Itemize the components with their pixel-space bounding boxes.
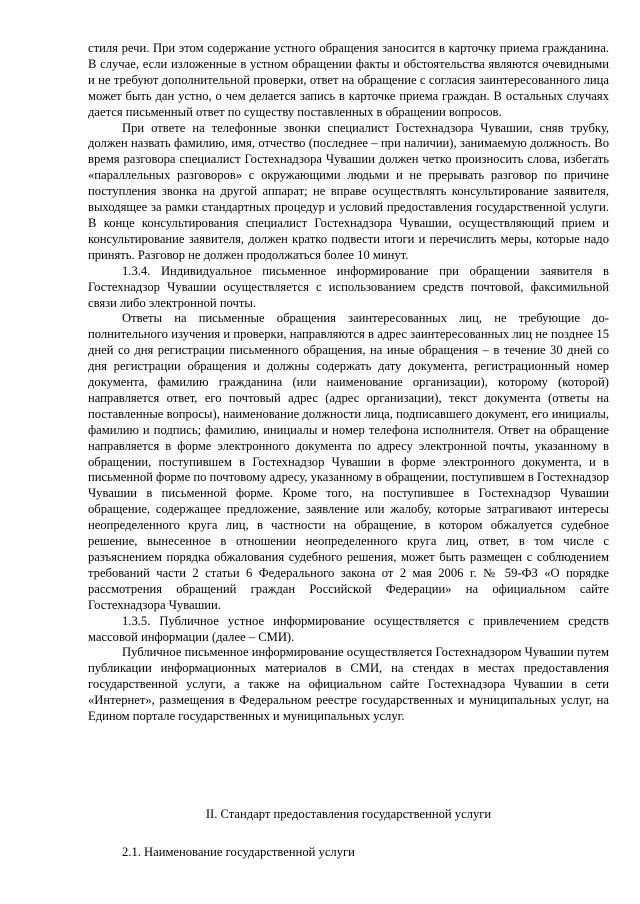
paragraph-written-answers: Ответы на письменные обращения заинтересованных лиц, не требующие дополнительного изучения и проверки, направляются в адрес заинтересованных лиц не позднее 15 дней со дня регистрации письменного обращения, на иные обращения – в течение 30 дней со дня регистрации обращения и должны содержать дату документа, регистрационный номер документа, фамилию гражданина (или наименование организации), которому (которой) направляется ответ, его почтовый адрес (адрес организации), текст документа (ответы на поставленные вопросы), наименование должности лица, подписавшего документ, его инициалы, фамилию и подпись; фамилию, инициалы и номер телефона исполнителя. Ответ на обращение направляется в форме электронного документа по адресу электронной почты, указанному в обращении, поступившем в Гостехнадзор Чувашии в форме электронного документа, и в письменной форме по почтовому адресу, указанному в обращении, поступившем в Гостехнадзор Чувашии в письменной форме. Кроме того, на поступившее в Гостехнадзор Чувашии обращение, содержащее предложение, заявление или жалобу, которые затрагивают интересы неопределенного круга лиц, в частности на обращение, в котором обжалуется судебное решение, вынесенное в отношении неопределенного круга лиц, ответ, в том числе с разъяснением порядка обжалования судебного решения, может быть размещен с соблюдением требований части 2 статьи 6 Федерального закона от 2 мая 2006 г. № 59-ФЗ «О порядке рассмотрения обращений граждан Российской Федерации» на официальном сайте Гостехнадзора Чувашии. bbox=[88, 311, 609, 612]
paragraph-1-3-4: 1.3.4. Индивидуальное письменное информирование при обращении заявителя в Гостехнадзор Чувашии осуществляется с использованием средств почтовой, факсимильной связи либо электронной почты. bbox=[88, 263, 609, 310]
subsection-title: 2.1. Наименование государственной услуги bbox=[122, 845, 355, 859]
section-title: II. Стандарт предоставления государственной услуги bbox=[205, 807, 492, 821]
paragraph-phone-calls: При ответе на телефонные звонки специалист Гостехнадзора Чувашии, сняв трубку, должен назвать фамилию, имя, отчество (последнее – при наличии), занимаемую должность. Во время разговора специалист Гостехнадзора Чувашии должен четко произносить слова, избегать «параллельных разговоров» с окружающими людьми и не прерывать разговор по причине поступления звонка на другой аппарат; не вправе осуществлять консультирование заявителя, выходящее за рамки стандартных процедур и условий предоставления государственной услуги. В конце консультирования специалист Гостехнадзора Чувашии, осуществляющий прием и консультирование заявителя, должен кратко подвести итоги и перечислить меры, которые надо принять. Разговор не должен продолжаться более 10 минут. bbox=[88, 120, 609, 262]
body-text bbox=[88, 41, 609, 725]
paragraph-reception-card: стиля речи. При этом содержание устного обращения заносится в карточку приема гражданина. В случае, если изложенные в устном обращении факты и обстоятельства являются очевидными и не требуют дополнительной проверки, ответ на обращение с согласия заинтересованного лица может быть дан устно, о чем делается запись в карточке приема граждан. В остальных случаях дается письменный ответ по существу поставленных в обращении вопросов. bbox=[88, 41, 609, 119]
paragraph-public-written-info: Публичное письменное информирование осуществляется Гостехнадзором Чувашии путем публикации информационных материалов в СМИ, на стендах в местах предоставления государственной услуги, а также на официальном сайте Гостехнадзора Чувашии в сети «Интернет», размещения в Федеральном реестре государственных и муниципальных услуг, на Едином портале государственных и муниципальных услуг. bbox=[88, 645, 609, 724]
paragraph-1-3-5: 1.3.5. Публичное устное информирование осуществляется с привлечением средств массовой информации (далее – СМИ). bbox=[88, 613, 609, 644]
